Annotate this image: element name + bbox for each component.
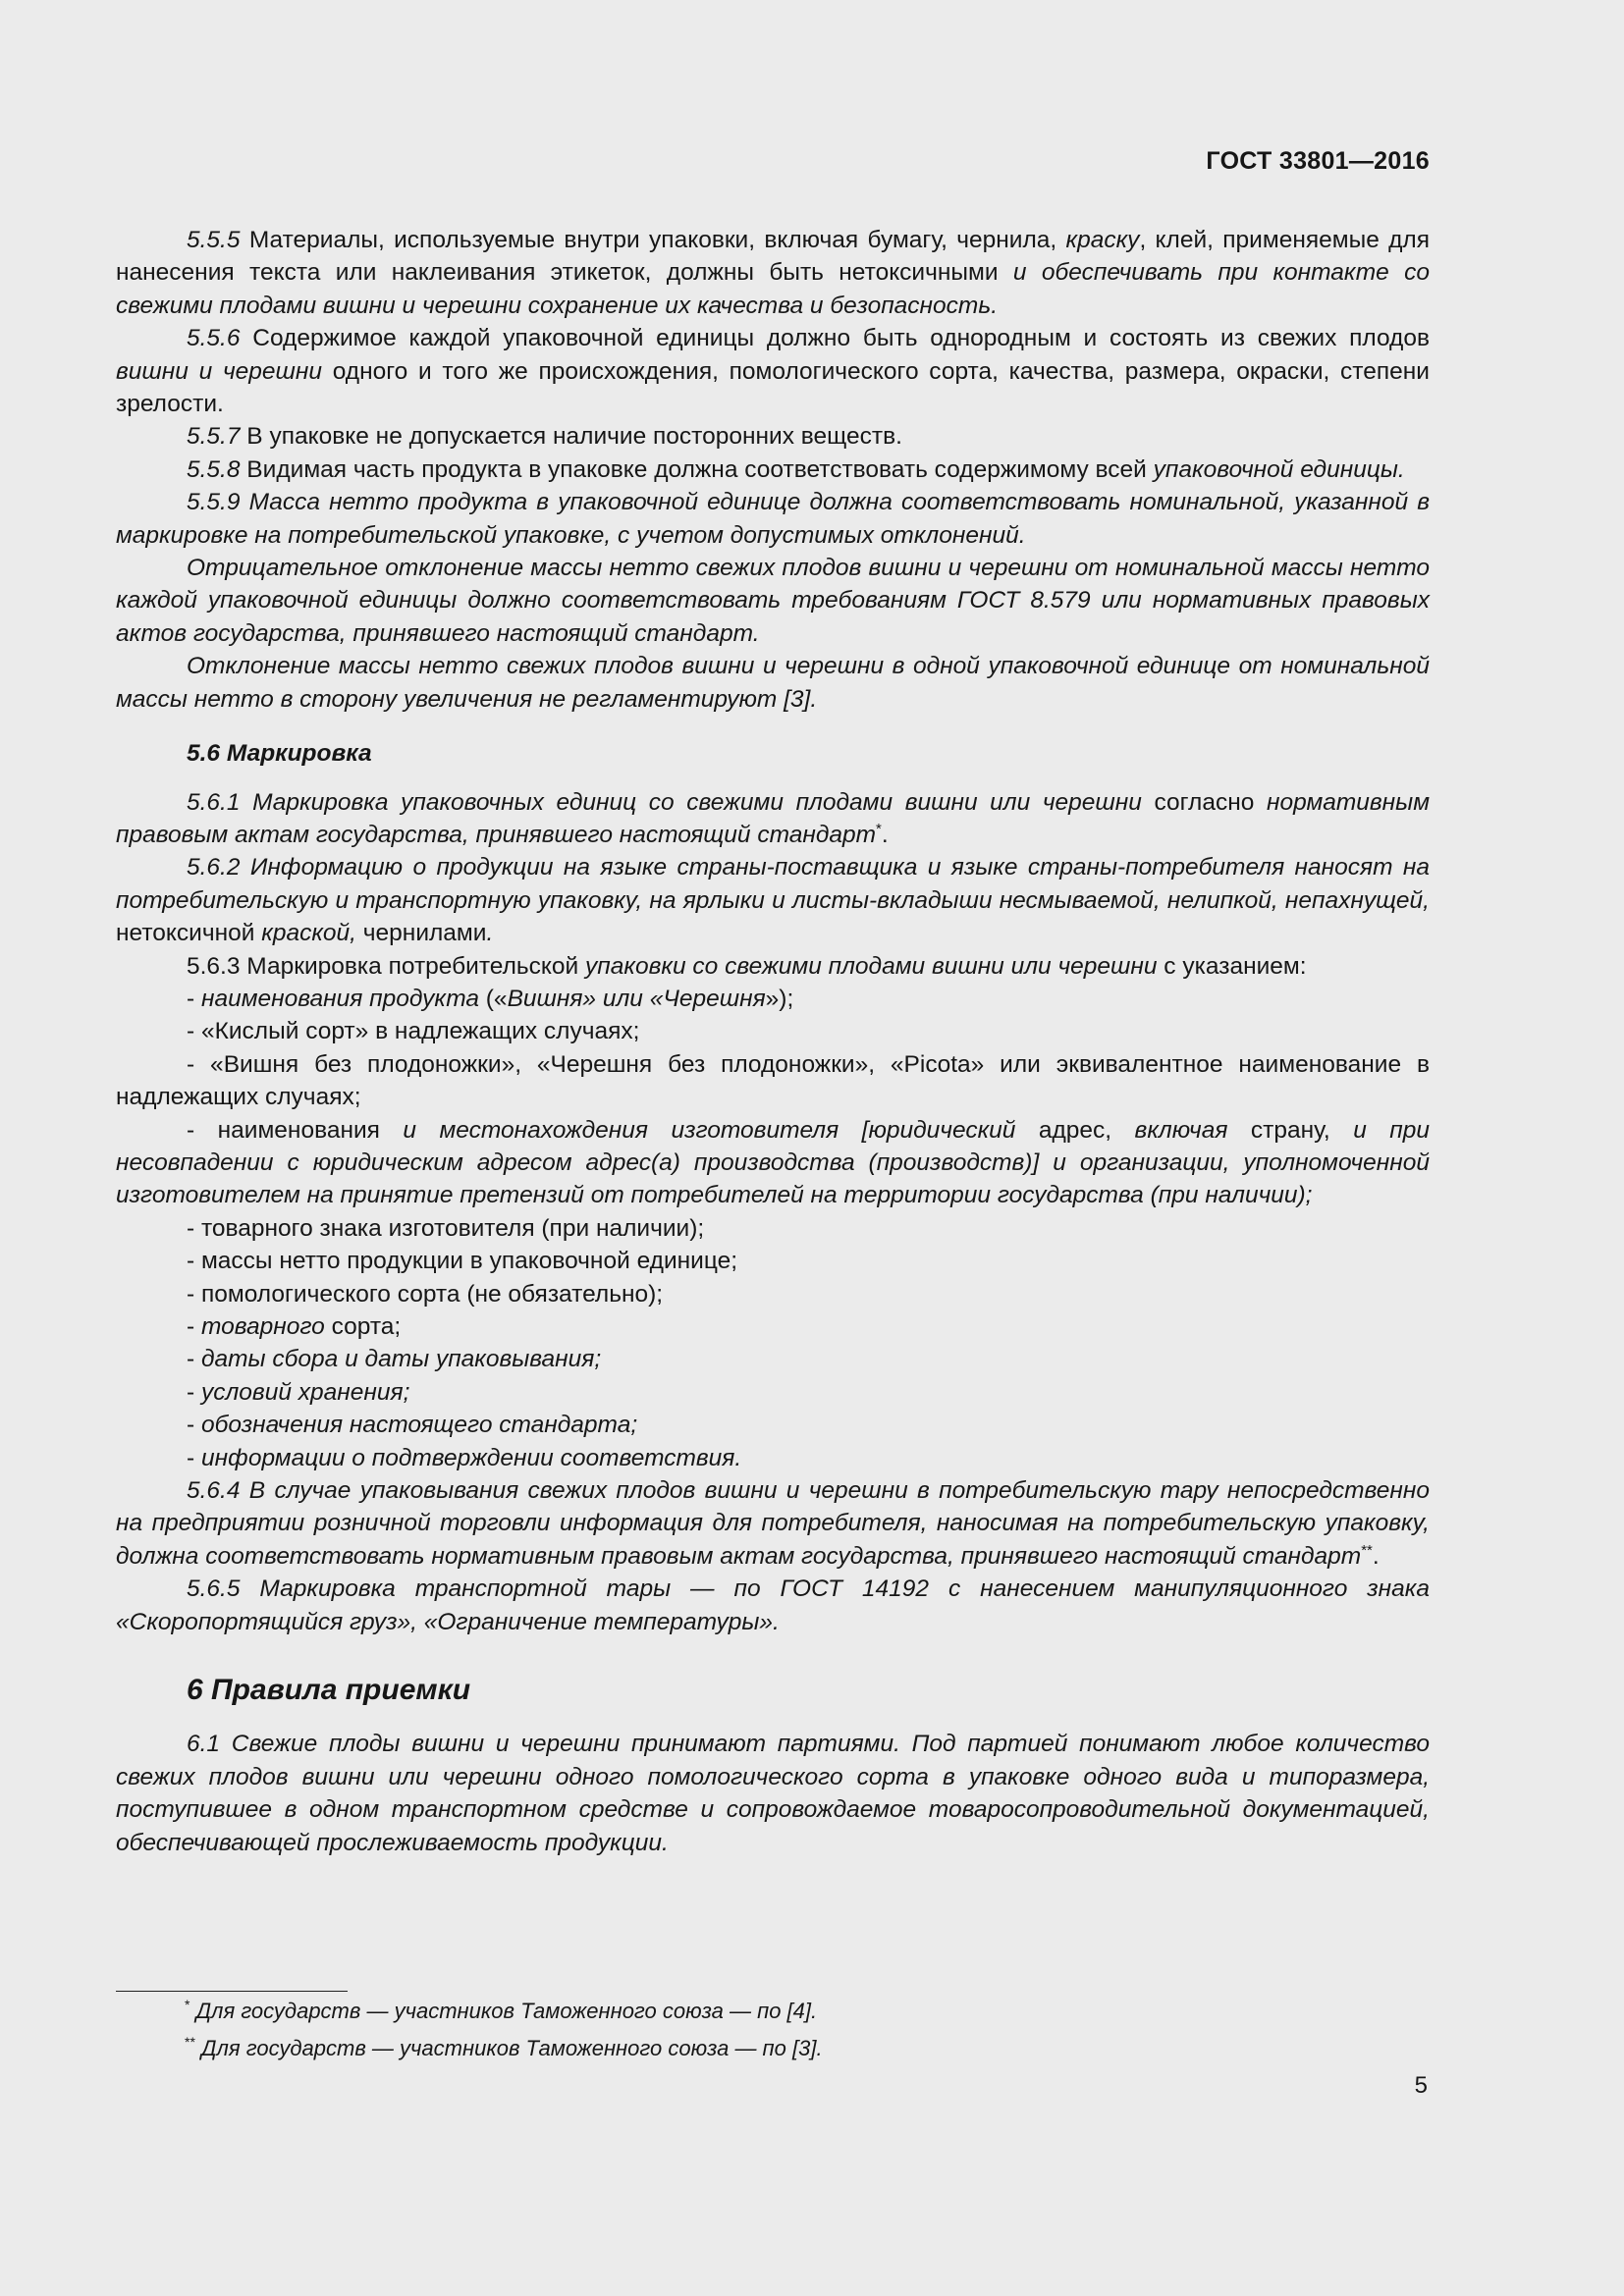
footnotes bbox=[116, 1993, 1430, 2067]
footnote-ref: ** bbox=[1361, 1541, 1373, 1559]
clause-5-5-8: 5.5.8 Видимая часть продукта в упаковке должна соответствовать содержимому всей упаковочной единицы. bbox=[187, 455, 1405, 483]
list-item: - «Вишня без плодоножки», «Черешня без плодоножки», «Picota» или эквивалентное наименование в надлежащих случаях; bbox=[116, 1050, 1430, 1111]
clause-5-5-9: 5.5.9 Масса нетто продукта в упаковочной единице должна соответствовать номинальной, указанной в маркировке на потребительской упаковке, с учетом допустимых отклонений. bbox=[116, 489, 1430, 549]
clause-5-5-9-negative-deviation: Отрицательное отклонение массы нетто свежих плодов вишни и черешни от номинальной массы нетто каждой упаковочной единицы должно соответствовать требованиям ГОСТ 8.579 или нормативных правовых актов государства, принявшего настоящий стандарт. bbox=[116, 555, 1430, 647]
section-heading-6: 6 Правила приемки bbox=[187, 1674, 471, 1707]
list-item: - наименования продукта («Вишня» или «Черешня»); bbox=[187, 985, 794, 1012]
clause-5-5-6: 5.5.6 Содержимое каждой упаковочной единицы должно быть однородным и состоять из свежих плодов вишни и черешни одного и того же происхождения, помологического сорта, качества, размера, окраски, степени зрелости. bbox=[116, 325, 1430, 418]
clause-5-6-4: 5.6.4 В случае упаковывания свежих плодов вишни и черешни в потребительскую тару непосредственно на предприятии розничной торговли информация для потребителя, наносимая на потребительскую упаковку, должна соответствовать нормативным правовым актам государства, принявшего настоящий стандарт**. bbox=[116, 1477, 1430, 1570]
clause-5-6-3: 5.6.3 Маркировка потребительской упаковки со свежими плодами вишни или черешни с указанием: bbox=[187, 952, 1307, 980]
clause-5-5-9-positive-deviation: Отклонение массы нетто свежих плодов вишни и черешни в одной упаковочной единице от номинальной массы нетто в сторону увеличения не регламентируют [3]. bbox=[116, 653, 1430, 713]
footnote-ref: * bbox=[876, 820, 882, 837]
list-item: - массы нетто продукции в упаковочной единице; bbox=[187, 1248, 738, 1275]
list-item: - наименования и местонахождения изготовителя [юридический адрес, включая страну, и при несовпадении с юридическим адресом адрес(а) производства (производств)] и организации, уполномоченной изготовителем на принятие претензий от потребителей на территории государства (при наличии); bbox=[116, 1116, 1430, 1209]
list-item: - информации о подтверждении соответствия. bbox=[187, 1444, 742, 1471]
section-heading-5-6: 5.6 Маркировка bbox=[187, 740, 372, 768]
clause-6-1: 6.1 Свежие плоды вишни и черешни принимают партиями. Под партией понимают любое количество свежих плодов вишни или черешни одного помологического сорта в упаковке одного вида и типоразмера, поступившее в одном транспортном средстве и сопровождаемое товаросопроводительной документацией, обеспечивающей прослеживаемость продукции. bbox=[116, 1731, 1430, 1856]
list-item: - даты сбора и даты упаковывания; bbox=[187, 1346, 602, 1373]
clause-5-5-7: 5.5.7 В упаковке не допускается наличие посторонних веществ. bbox=[187, 423, 902, 451]
footnote-2: ** Для государств — участников Таможенного союза — по [3]. bbox=[185, 2034, 823, 2060]
clause-5-6-2: 5.6.2 Информацию о продукции на языке страны-поставщика и языке страны-потребителя наносят на потребительскую и транспортную упаковку, на ярлыки и листы-вкладыши несмываемой, нелипкой, непахнущей, нетоксичной краской, чернилами. bbox=[116, 854, 1430, 947]
clause-5-5-5: 5.5.5 Материалы, используемые внутри упаковки, включая бумагу, чернила, краску, клей, применяемые для нанесения текста или наклеивания этикеток, должны быть нетоксичными и обеспечивать при контакте со свежими плодами вишни и черешни сохранение их качества и безопасность. bbox=[116, 227, 1430, 319]
footnote-1: * Для государств — участников Таможенного союза — по [4]. bbox=[185, 1997, 818, 2023]
page-number: 5 bbox=[1414, 2072, 1428, 2099]
list-item: - обозначения настоящего стандарта; bbox=[187, 1412, 638, 1439]
list-item: - товарного знака изготовителя (при наличии); bbox=[187, 1214, 705, 1242]
list-item: - «Кислый сорт» в надлежащих случаях; bbox=[187, 1018, 640, 1045]
clause-5-6-1: 5.6.1 Маркировка упаковочных единиц со свежими плодами вишни или черешни согласно нормативным правовым актам государства, принявшего настоящий стандарт*. bbox=[116, 788, 1430, 848]
clause-5-6-5: 5.6.5 Маркировка транспортной тары — по ГОСТ 14192 с нанесением манипуляционного знака «Скоропортящийся груз», «Ограничение температуры». bbox=[116, 1575, 1430, 1635]
document-body bbox=[116, 224, 1430, 1859]
footnote-separator bbox=[116, 1991, 348, 1992]
list-item: - условий хранения; bbox=[187, 1378, 410, 1406]
list-item: - товарного сорта; bbox=[187, 1313, 402, 1340]
document-code: ГОСТ 33801—2016 bbox=[1206, 147, 1430, 175]
list-item: - помологического сорта (не обязательно); bbox=[187, 1280, 664, 1308]
